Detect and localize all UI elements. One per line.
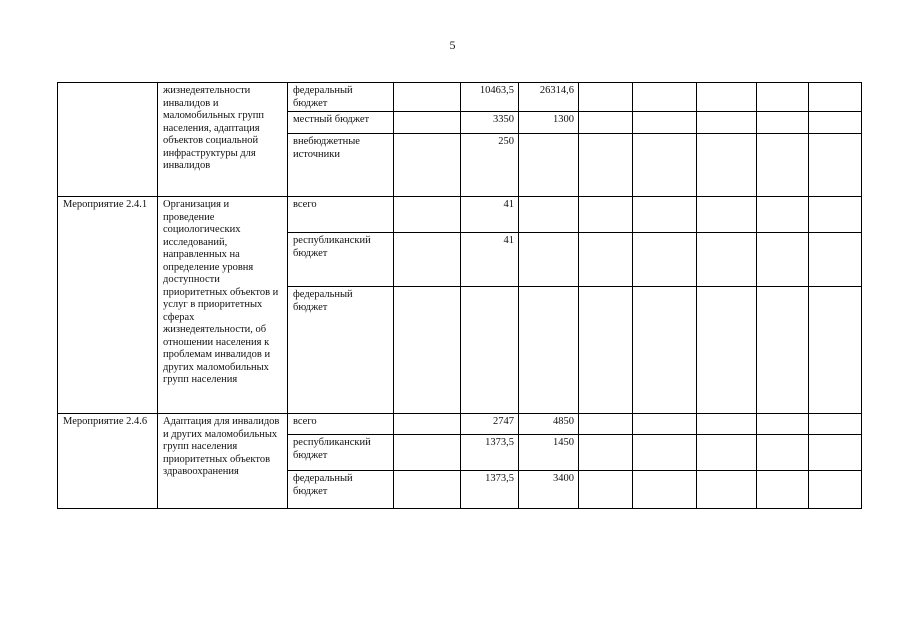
value-cell xyxy=(697,287,757,414)
value-cell: 2747 xyxy=(461,414,519,435)
value-cell: 3400 xyxy=(519,471,579,509)
value-cell: 1373,5 xyxy=(461,435,519,471)
value-cell xyxy=(579,197,633,233)
value-cell xyxy=(394,435,461,471)
value-cell xyxy=(697,435,757,471)
value-cell xyxy=(757,197,809,233)
value-cell xyxy=(697,471,757,509)
value-cell xyxy=(809,414,862,435)
value-cell xyxy=(757,112,809,134)
value-cell xyxy=(394,134,461,197)
funding-source-cell: федеральный бюджет xyxy=(288,83,394,112)
value-cell xyxy=(757,435,809,471)
value-cell xyxy=(579,134,633,197)
value-cell xyxy=(394,471,461,509)
value-cell xyxy=(519,197,579,233)
value-cell xyxy=(757,287,809,414)
value-cell xyxy=(633,134,697,197)
value-cell xyxy=(461,287,519,414)
event-cell: Мероприятие 2.4.6 xyxy=(58,414,158,509)
value-cell xyxy=(519,287,579,414)
funding-source-cell: местный бюджет xyxy=(288,112,394,134)
value-cell xyxy=(697,414,757,435)
event-cell xyxy=(58,83,158,197)
value-cell xyxy=(697,112,757,134)
value-cell xyxy=(519,134,579,197)
value-cell xyxy=(579,414,633,435)
value-cell xyxy=(394,83,461,112)
funding-source-cell: всего xyxy=(288,414,394,435)
value-cell: 1300 xyxy=(519,112,579,134)
description-cell: Адаптация для инвалидов и других маломобильных групп населения приоритетных объектов здравоохранения xyxy=(158,414,288,509)
value-cell xyxy=(697,83,757,112)
value-cell xyxy=(757,134,809,197)
table-row xyxy=(58,414,862,435)
value-cell xyxy=(757,83,809,112)
funding-source-cell: федеральный бюджет xyxy=(288,471,394,509)
value-cell xyxy=(809,287,862,414)
value-cell: 4850 xyxy=(519,414,579,435)
value-cell xyxy=(394,287,461,414)
funding-source-cell: всего xyxy=(288,197,394,233)
value-cell xyxy=(809,83,862,112)
value-cell xyxy=(809,435,862,471)
value-cell xyxy=(809,134,862,197)
value-cell: 250 xyxy=(461,134,519,197)
value-cell xyxy=(633,233,697,287)
value-cell xyxy=(394,197,461,233)
value-cell xyxy=(579,83,633,112)
value-cell xyxy=(633,112,697,134)
value-cell: 10463,5 xyxy=(461,83,519,112)
value-cell xyxy=(394,414,461,435)
value-cell xyxy=(579,471,633,509)
value-cell xyxy=(633,414,697,435)
description-cell: жизнедеятельности инвалидов и маломобильных групп населения, адаптация объектов социальной инфраструктуры для инвалидов xyxy=(158,83,288,197)
value-cell: 1373,5 xyxy=(461,471,519,509)
value-cell xyxy=(633,435,697,471)
value-cell: 26314,6 xyxy=(519,83,579,112)
value-cell xyxy=(809,197,862,233)
value-cell xyxy=(394,112,461,134)
value-cell: 41 xyxy=(461,233,519,287)
value-cell xyxy=(809,233,862,287)
value-cell xyxy=(579,287,633,414)
value-cell xyxy=(579,233,633,287)
value-cell xyxy=(633,287,697,414)
value-cell xyxy=(697,134,757,197)
event-cell: Мероприятие 2.4.1 xyxy=(58,197,158,414)
value-cell xyxy=(633,471,697,509)
funding-source-cell: федеральный бюджет xyxy=(288,287,394,414)
value-cell xyxy=(519,233,579,287)
table-row xyxy=(58,83,862,112)
value-cell: 1450 xyxy=(519,435,579,471)
funding-source-cell: республиканский бюджет xyxy=(288,233,394,287)
table-row xyxy=(58,197,862,233)
page-number: 5 xyxy=(449,38,456,52)
value-cell: 41 xyxy=(461,197,519,233)
value-cell xyxy=(757,471,809,509)
budget-table xyxy=(57,82,862,509)
value-cell xyxy=(809,471,862,509)
value-cell xyxy=(809,112,862,134)
value-cell xyxy=(394,233,461,287)
value-cell xyxy=(633,197,697,233)
value-cell: 3350 xyxy=(461,112,519,134)
value-cell xyxy=(633,83,697,112)
value-cell xyxy=(579,435,633,471)
value-cell xyxy=(697,233,757,287)
value-cell xyxy=(579,112,633,134)
value-cell xyxy=(757,414,809,435)
value-cell xyxy=(757,233,809,287)
funding-source-cell: внебюджетные источники xyxy=(288,134,394,197)
value-cell xyxy=(697,197,757,233)
funding-source-cell: республиканский бюджет xyxy=(288,435,394,471)
description-cell: Организация и проведение социологических исследований, направленных на определение уровня доступности приоритетных объектов и услуг в приоритетных сферах жизнедеятельности, об отношении населения к проблемам инвалидов и других маломобильных групп населения xyxy=(158,197,288,414)
